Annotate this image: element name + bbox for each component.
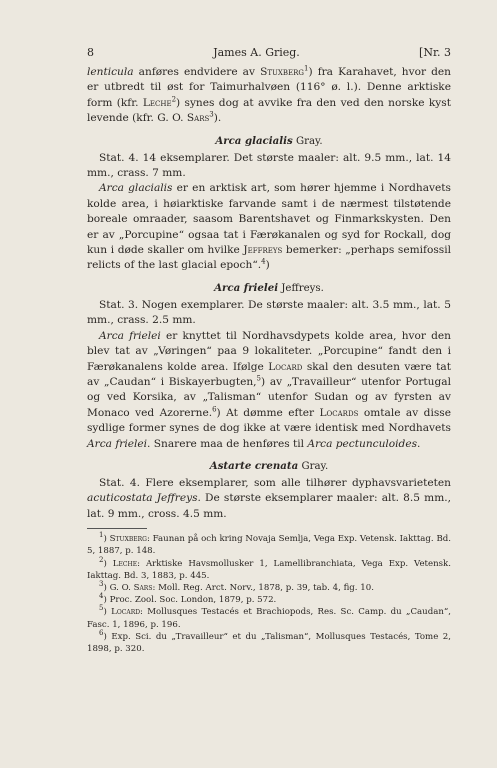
- footnote: $^3$) G. O. Sars: Moll. Reg. Arct. Norv., 1878, p. 39, tab. 4, fig. 10.: [99, 580, 374, 593]
- paragraph-arca-frielei: Arca frielei er knyttet til Nordhavsdypets kolde area, hvor den blev tat av „Vøringen“ paa 9 lokaliteter. „Porcupine“ fandt den i Færøkanalens kolde area. Ifølge Locard skal den desuten være tat av „Caudan“ i Biskayerbugten,$^5$) av „Travailleur“ utenfor Portugal og ved Korsika, av „Talisman“ utenfor Sudan og av fyrsten av Monaco ved Azorerne.$^6$) At dømme efter Locards omtale av disse sydlige former synes de dog ikke at være identisk med Nordhavets Arca frielei. Snarere maa de henføres til Arca pectunculoides.: [87, 329, 451, 450]
- footnote: $^6$) Exp. Sci. du „Travailleur“ et du „Talisman“, Mollusques Testacés, Tome 2, 1898, p. 320.: [87, 628, 451, 654]
- station-arca-frielei: Stat. 3. Nogen exemplarer. De største maaler: alt. 3.5 mm., lat. 5 mm., crass. 2.5 mm.: [87, 298, 451, 327]
- footnote-rule: [87, 528, 147, 529]
- heading-arca-glacialis: Arca glacialis Gray.: [215, 134, 323, 147]
- footnotes: [87, 533, 451, 655]
- heading-arca-frielei: Arca frielei Jeffreys.: [214, 281, 324, 294]
- footnote: $^2$) Leche: Arktiske Havsmollusker 1, Lamellibranchiata, Vega Exp. Vetensk. Iakttag. Bd. 3, 1883, p. 445.: [87, 555, 451, 581]
- footnote: $^1$) Stuxberg: Faunan på och kring Novaja Semlja, Vega Exp. Vetensk. Iakttag. Bd. 5, 1887, p. 148.: [87, 531, 451, 557]
- page-number: 8: [87, 46, 94, 59]
- series-number: [Nr. 3: [419, 46, 451, 59]
- running-title: James A. Grieg.: [213, 46, 300, 59]
- page: [87, 46, 451, 655]
- footnote: $^5$) Locard: Mollusques Testacés et Brachiopods, Res. Sc. Camp. du „Caudan“, Fasc. 1, 1896, p. 196.: [87, 604, 451, 630]
- paragraph-astarte-crenata: Stat. 4. Flere eksemplarer, som alle tilhører dyphavsvarieteten acuticostata Jeffreys. De største eksemplarer maaler: alt. 8.5 mm., lat. 9 mm., cross. 4.5 mm.: [87, 476, 451, 520]
- running-header: [87, 46, 451, 62]
- paragraph-lenticula: lenticula anføres endvidere av Stuxberg$^1$) fra Karahavet, hvor den er utbredt til øst for Taimurhalvøen (116° ø. l.). Denne arktiske form (kfr. Leche$^2$) synes dog at avvike fra den ved den norske kyst levende (kfr. G. O. Sars$^3$).: [87, 64, 452, 125]
- station-arca-glacialis: Stat. 4. 14 eksemplarer. Det største maaler: alt. 9.5 mm., lat. 14 mm., crass. 7 mm.: [87, 151, 451, 180]
- footnote: $^4$) Proc. Zool. Soc. London, 1879, p. 572.: [99, 592, 277, 606]
- paragraph-arca-glacialis: Arca glacialis er en arktisk art, som hører hjemme i Nordhavets kolde area, i høiarktiske farvande samt i de nærmest tilstøtende boreale omraader, saasom Barentshavet og Finmarkskysten. Den er av „Porcupine“ ogsaa tat i Færøkanalen og syd for Rockall, dog kun i døde skaller om hvilke Jeffreys bemerker: „perhaps semifossil relicts of the last glacial epoch“.$^4$): [87, 182, 451, 272]
- heading-astarte-crenata: Astarte crenata Gray.: [209, 459, 329, 472]
